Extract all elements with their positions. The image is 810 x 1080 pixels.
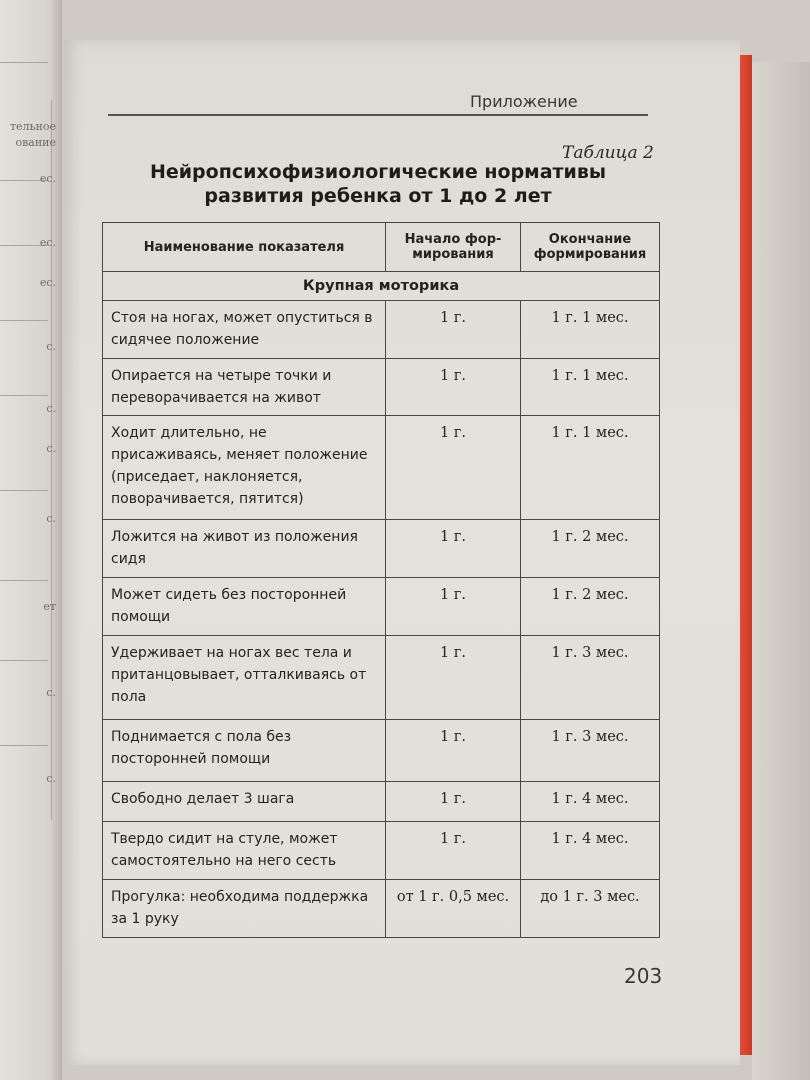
- start-cell: от 1 г. 0,5 мес.: [386, 880, 521, 938]
- table-row: [103, 782, 660, 822]
- left-page-rule: [51, 100, 52, 820]
- end-cell: 1 г. 1 мес.: [521, 301, 660, 359]
- indicator-cell: Может сидеть без посторонней помощи: [103, 578, 386, 636]
- left-page-fragment: с.: [46, 340, 56, 353]
- start-cell: 1 г.: [386, 520, 521, 578]
- start-cell: 1 г.: [386, 782, 521, 822]
- left-page-rule: [0, 320, 48, 321]
- norms-table: [102, 222, 660, 938]
- table-row: [103, 720, 660, 782]
- table-title-line-2: развития ребенка от 1 до 2 лет: [204, 185, 552, 207]
- end-cell: 1 г. 2 мес.: [521, 520, 660, 578]
- end-cell: 1 г. 4 мес.: [521, 822, 660, 880]
- start-cell: 1 г.: [386, 359, 521, 416]
- left-page-rule: [0, 490, 48, 491]
- indicator-cell: Удерживает на ногах вес тела и пританцовывает, отталкиваясь от пола: [103, 636, 386, 720]
- table-row: [103, 880, 660, 938]
- table-row: [103, 520, 660, 578]
- section-row: [103, 272, 660, 301]
- table-title: [128, 160, 628, 208]
- indicator-cell: Прогулка: необходима поддержка за 1 руку: [103, 880, 386, 938]
- table-header-row: [103, 223, 660, 272]
- start-cell: 1 г.: [386, 636, 521, 720]
- left-page-rule: [0, 660, 48, 661]
- left-page-fragment: с.: [46, 686, 56, 699]
- left-page-rule: [0, 745, 48, 746]
- table-label: Таблица 2: [562, 143, 654, 163]
- table-row: [103, 578, 660, 636]
- header-rule: [108, 114, 648, 116]
- left-page-fragment: с.: [46, 402, 56, 415]
- indicator-cell: Твердо сидит на стуле, может самостоятельно на него сесть: [103, 822, 386, 880]
- start-cell: 1 г.: [386, 720, 521, 782]
- end-cell: 1 г. 4 мес.: [521, 782, 660, 822]
- left-page-fragment: с.: [46, 772, 56, 785]
- running-header: Приложение: [470, 92, 578, 111]
- table-row: [103, 359, 660, 416]
- left-page-fragment: ет: [43, 600, 56, 613]
- column-header-start: Начало фор-мирования: [386, 223, 521, 272]
- column-header-indicator: Наименование показателя: [103, 223, 386, 272]
- left-page-rule: [0, 395, 48, 396]
- indicator-cell: Ложится на живот из положения сидя: [103, 520, 386, 578]
- start-cell: 1 г.: [386, 822, 521, 880]
- end-cell: до 1 г. 3 мес.: [521, 880, 660, 938]
- end-cell: 1 г. 2 мес.: [521, 578, 660, 636]
- start-cell: 1 г.: [386, 578, 521, 636]
- table-row: [103, 822, 660, 880]
- indicator-cell: Стоя на ногах, может опуститься в сидячее положение: [103, 301, 386, 359]
- page-edge-red-stripe: [740, 55, 752, 1055]
- start-cell: 1 г.: [386, 416, 521, 520]
- table-row: [103, 636, 660, 720]
- left-page-rule: [0, 580, 48, 581]
- table-row: [103, 416, 660, 520]
- table-title-line-1: Нейропсихофизиологические нормативы: [149, 161, 607, 183]
- indicator-cell: Ходит длительно, не присаживаясь, меняет положение (приседает, наклоняется, поворачивается, пятится): [103, 416, 386, 520]
- indicator-cell: Поднимается с пола без посторонней помощи: [103, 720, 386, 782]
- left-page-fragment: ование: [15, 136, 56, 149]
- left-page-fragment: ес.: [39, 236, 56, 249]
- column-header-end: Окончание формирования: [521, 223, 660, 272]
- end-cell: 1 г. 3 мес.: [521, 720, 660, 782]
- section-title: Крупная моторика: [103, 272, 660, 301]
- left-page-fragment: ес.: [39, 276, 56, 289]
- left-page-fragment: с.: [46, 442, 56, 455]
- end-cell: 1 г. 1 мес.: [521, 416, 660, 520]
- left-page-fragment: с.: [46, 512, 56, 525]
- table-row: [103, 301, 660, 359]
- left-page-edge: [0, 0, 62, 1080]
- left-page-fragment: ес.: [39, 172, 56, 185]
- indicator-cell: Свободно делает 3 шага: [103, 782, 386, 822]
- end-cell: 1 г. 3 мес.: [521, 636, 660, 720]
- page-number: 203: [624, 964, 663, 988]
- left-page-fragment: тельное: [9, 120, 56, 133]
- left-page-rule: [0, 62, 48, 63]
- indicator-cell: Опирается на четыре точки и переворачивается на живот: [103, 359, 386, 416]
- end-cell: 1 г. 1 мес.: [521, 359, 660, 416]
- book-outer-edge: [752, 62, 810, 1080]
- start-cell: 1 г.: [386, 301, 521, 359]
